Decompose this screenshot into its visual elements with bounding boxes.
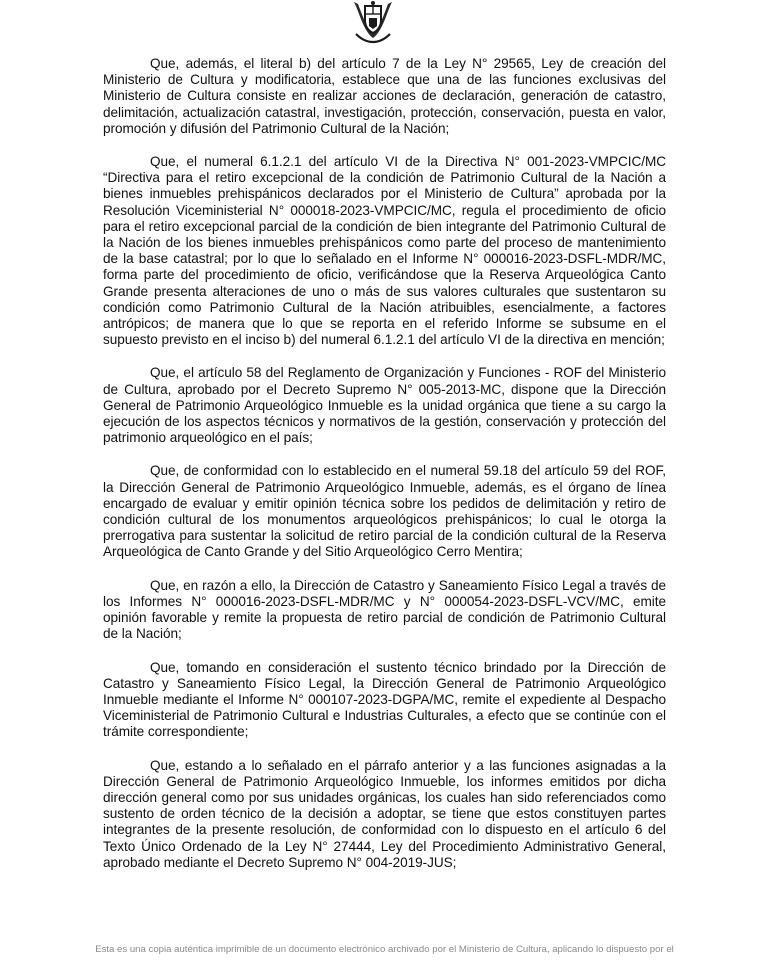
coat-of-arms-seal-icon: [350, 0, 396, 44]
paragraph-rof-articulo-58: Que, el artículo 58 del Reglamento de Organización y Funciones - ROF del Ministerio de Cultura, aprobado por el Decreto Supremo N° 005-2013-MC, dispone que la Dirección General de Patrimonio Arqueológico Inmueble es la unidad orgánica que tiene a su cargo la ejecución de los aspectos técnicos y normativos de la gestión, conservación y protección del patrimonio arqueológico en el país;: [103, 365, 666, 446]
paragraph-ministerio-funciones: Que, además, el literal b) del artículo 7 de la Ley N° 29565, Ley de creación del Ministerio de Cultura y modificatoria, establece que una de las funciones exclusivas del Ministerio de Cultura consiste en realizar acciones de declaración, generación de catastro, delimitación, actualización catastral, investigación, protección, conservación, puesta en valor, promoción y difusión del Patrimonio Cultural de la Nación;: [103, 56, 666, 136]
paragraph-rof-numeral-59: Que, de conformidad con lo establecido en el numeral 59.18 del artículo 59 del ROF, la Dirección General de Patrimonio Arqueológico Inmueble, además, es el órgano de línea encargado de evaluar y emitir opinión técnica sobre los pedidos de delimitación y retiro de condición cultural de los monumentos arqueológicos prehispánicos; lo cual le otorga la prerrogativa para sustentar la solicitud de retiro parcial de la condición cultural de la Reserva Arqueológica de Canto Grande y del Sitio Arqueológico Cerro Mentira;: [103, 463, 666, 560]
paragraph-directiva-numeral: Que, el numeral 6.1.2.1 del artículo VI de la Directiva N° 001-2023-VMPCIC/MC “Directiva para el retiro excepcional de la condición de Patrimonio Cultural de la Nación a bienes inmuebles prehispánicos declarados por el Ministerio de Cultura” aprobada por la Resolución Viceministerial N° 000018-2023-VMPCIC/MC, regula el procedimiento de oficio para el retiro excepcional parcial de la condición de bien integrante del Patrimonio Cultural de la Nación de los bienes inmuebles prehispánicos como parte del proceso de mantenimiento de la base catastral; por lo que lo señalado en el Informe N° 000016-2023-DSFL-MDR/MC, forma parte del procedimiento de oficio, verificándose que la Reserva Arqueológica Canto Grande presenta alteraciones de uno o más de sus valores culturales que sustentaron su condición como Patrimonio Cultural de la Nación atribuibles, esencialmente, a factores antrópicos; de manera que lo que se reporta en el referido Informe se subsume en el supuesto previsto en el inciso b) del numeral 6.1.2.1 del artículo VI de la directiva en mención;: [103, 154, 666, 348]
paragraph-sustento-tecnico: Que, estando a lo señalado en el párrafo anterior y a las funciones asignadas a la Dirección General de Patrimonio Arqueológico Inmueble, los informes emitidos por dicha dirección general como por sus unidades orgánicas, los cuales han sido referenciados como sustento de orden técnico de la decisión a adoptar, se tiene que estos constituyen partes integrantes de la presente resolución, de conformidad con lo dispuesto en el artículo 6 del Texto Único Ordenado de la Ley N° 27444, Ley del Procedimiento Administrativo General, aprobado mediante el Decreto Supremo N° 004-2019-JUS;: [103, 757, 666, 870]
authenticity-footer: Esta es una copia auténtica imprimible de un documento electrónico archivado por el Ministerio de Cultura, aplicando lo dispuesto por el: [95, 944, 674, 955]
document-body: [103, 56, 666, 888]
paragraph-informes-dsfl: Que, en razón a ello, la Dirección de Catastro y Saneamiento Físico Legal a través de los Informes N° 000016-2023-DSFL-MDR/MC y N° 000054-2023-DSFL-VCV/MC, emite opinión favorable y remite la propuesta de retiro parcial de condición de Patrimonio Cultural de la Nación;: [103, 577, 666, 642]
paragraph-informe-dgpa: Que, tomando en consideración el sustento técnico brindado por la Dirección de Catastro y Saneamiento Físico Legal, la Dirección General de Patrimonio Arqueológico Inmueble mediante el Informe N° 000107-2023-DGPA/MC, remite el expediente al Despacho Viceministerial de Patrimonio Cultural e Industrias Culturales, a efecto que se continúe con el trámite correspondiente;: [103, 659, 666, 740]
